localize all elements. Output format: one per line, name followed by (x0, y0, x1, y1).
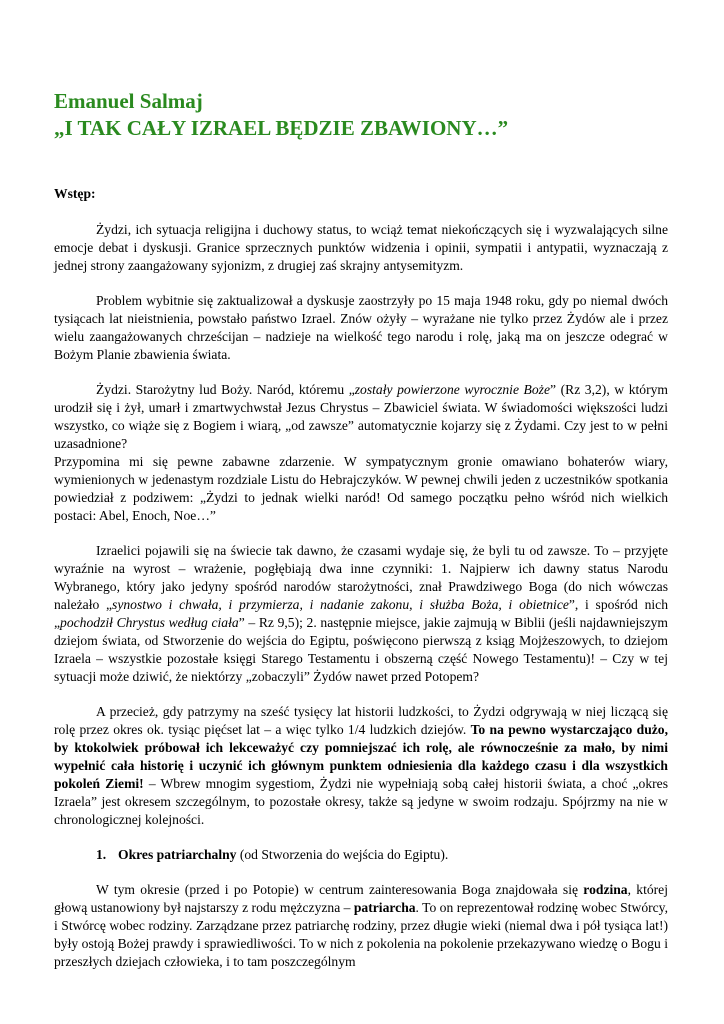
paragraph-5-text-b: ”, i spośród nich „ (54, 597, 668, 630)
document-title: „I TAK CAŁY IZRAEL BĘDZIE ZBAWIONY…” (54, 116, 509, 140)
paragraph-6 (54, 703, 668, 829)
intro-heading: Wstęp: (54, 186, 96, 201)
paragraph-5-text-c: ” – Rz 9,5); 2. następnie miejsce, jakie zajmują w Biblii (jeśli najdawniejszym dziejom świata, od Stworzenie do wejścia do Egiptu, poświęcono pierwszą z ksiąg Mojżeszowych, to dziejom Izraela – wszystkie pozostałe księgi Starego Testamentu i obszerną część Nowego Testamentu)! – Czy w tej sytuacji może dziwić, że niektórzy „zobaczyli” Żydów nawet przed Potopem? (54, 615, 668, 684)
section-heading-1 (54, 846, 668, 864)
paragraph-3-quote: zostały powierzone wyrocznie Boże (354, 382, 550, 397)
paragraph-7-bold-1: rodzina (583, 882, 628, 897)
paragraph-5-quote-2: pochodził Chrystus według ciała (60, 615, 239, 630)
paragraph-3-text-a: Żydzi. Starożytny lud Boży. Naród, któremu „ (96, 382, 355, 397)
paragraph-7-bold-2: patriarcha (353, 900, 416, 915)
section-title: Okres patriarchalny (118, 847, 237, 862)
author-name: Emanuel Salmaj (54, 89, 203, 113)
section-number: 1. (96, 847, 107, 862)
paragraph-6-text-b: – Wbrew mnogim sygestiom, Żydzi nie wypełniają sobą całej historii świata, a choć „okres Izraela” jest okresem szczególnym, to pozostałe okresy, także są jedyne w swoim rodzaju. Spójrzmy na nie w chronologicznej kolejności. (54, 776, 668, 827)
paragraph-5-quote-1: synostwo i chwała, i przymierza, i nadanie zakonu, i służba Boża, i obietnice (112, 597, 569, 612)
paragraph-7-text-c: . To on reprezentował rodzinę wobec Stwórcy, i Stwórcę wobec rodziny. Zarządzane przez patriarchę rodziny, przez długie wieki (niemal dwa i pół tysiąca lat!) były ostoją Bożej prawdy i sprawiedliwości. To w nich z pokolenia na pokolenie przekazywano wiedzę o Bogu i przeszłych dziejach człowieka, i to tam poszczególnym (54, 900, 668, 969)
paragraph-6-text-a: A przecież, gdy patrzymy na sześć tysięcy lat historii ludzkości, to Żydzi odgrywają w niej liczącą się rolę przez okres ok. tysiąc pięćset lat – a więc tylko 1/4 ludzkich dziejów. (54, 704, 668, 737)
paragraph-3 (54, 381, 668, 453)
paragraph-7-text-a: W tym okresie (przed i po Potopie) w centrum zainteresowania Boga znajdowała się (96, 882, 584, 897)
section-subtitle: (od Stworzenia do wejścia do Egiptu). (236, 847, 449, 862)
paragraph-5 (54, 542, 668, 686)
paragraph-7-text-b: , której głową ustanowiony był najstarszy z rodu mężczyzna – (54, 882, 668, 915)
paragraph-3-text-b: ” (Rz 3,2), w którym urodził się i żył, umarł i zmartwychwstał Jezus Chrystus – Zbawiciel świata. W świadomości większości ludzi wszystko, co wiąże się z Bogiem i wiarą, „od zawsze” automatycznie kojarzy się z Żydami. Czy jest to w pełni uzasadnione? (54, 382, 668, 451)
paragraph-1: Żydzi, ich sytuacja religijna i duchowy status, to wciąż temat niekończących się i wyzwalających silne emocje debat i dyskusji. Granice sprzecznych punktów widzenia i opinii, sympatii i antypatii, wyznaczają z jednej strony zaangażowany syjonizm, z drugiej zaś skrajny antysemityzm. (54, 222, 668, 273)
paragraph-5-text-a: Izraelici pojawili się na świecie tak dawno, że czasami wydaje się, że byli tu od zawsze. To – przyjęte wyraźnie na wyrost – wrażenie, pogłębiają dwa inne czynniki: 1. Najpierw ich dawny status Narodu Wybranego, który jako jedyny spośród narodów starożytności, znał Prawdziwego Boga (do nich wówczas należało „ (54, 543, 668, 612)
paragraph-2: Problem wybitnie się zaktualizował a dyskusje zaostrzyły po 15 maja 1948 roku, gdy po niemal dwóch tysiącach lat nieistnienia, powstało państwo Izrael. Znów ożyły – wyrażane nie tylko przez Żydów ale i przez wielu zaangażowanych chrześcijan – nadzieje na wielkość tego narodu i rolę, jaką ma on jeszcze odegrać w Bożym Planie zbawienia świata. (54, 293, 668, 362)
paragraph-4: Przypomina mi się pewne zabawne zdarzenie. W sympatycznym gronie omawiano bohaterów wiary, wymienionych w jedenastym rozdziale Listu do Hebrajczyków. W pewnej chwili jeden z uczestników spotkania powiedział z podziwem: „Żydzi to jednak wielki naród! Od samego początku pełno wśród nich wielkich postaci: Abel, Enoch, Noe…” (54, 454, 668, 523)
paragraph-7 (54, 881, 668, 971)
document-page (54, 88, 668, 988)
paragraph-6-bold: To na pewno wystarczająco dużo, by ktokolwiek próbował ich lekceważyć czy pomniejszać ich rolę, ale równocześnie za mało, by nimi wypełnić cała historię i uczynić ich głównym punktem odniesienia dla każdego czasu i dla wszystkich pokoleń Ziemi! (54, 722, 668, 791)
